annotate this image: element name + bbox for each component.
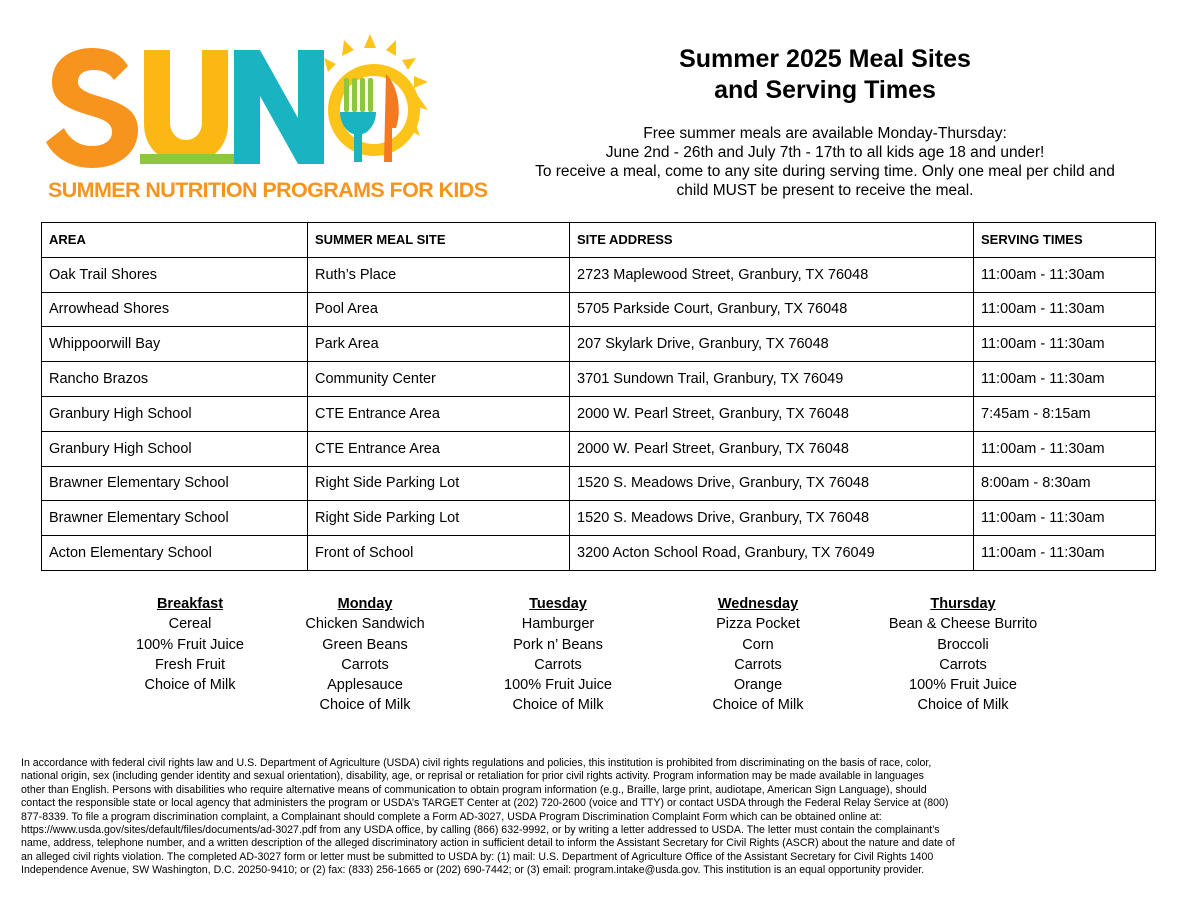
page-title bbox=[600, 44, 1050, 106]
table-row bbox=[42, 362, 1156, 397]
logo-bar bbox=[140, 154, 234, 164]
cell-time: 8:00am - 8:30am bbox=[974, 466, 1156, 501]
disclaimer-line: 877-8339. To file a program discrimination complaint, a Complainant should complete a Form AD-3027, USDA Program Discrimination Complaint Form which can be obtained online at: bbox=[21, 810, 882, 823]
cell-site: Right Side Parking Lot bbox=[308, 466, 570, 501]
menu-column-monday bbox=[285, 594, 445, 716]
table-row bbox=[42, 396, 1156, 431]
column-header-area: AREA bbox=[42, 223, 308, 258]
menu-item: Corn bbox=[742, 636, 774, 653]
cell-site: CTE Entrance Area bbox=[308, 396, 570, 431]
disclaimer-line: national origin, sex (including gender identity and sexual orientation), disability, age, or reprisal or retaliation for prior civil rights activity. Program information may be made available in languages bbox=[21, 770, 924, 783]
table-row bbox=[42, 501, 1156, 536]
menu-day-heading: Breakfast bbox=[156, 596, 224, 612]
logo-letter-s bbox=[46, 48, 138, 168]
cell-time: 11:00am - 11:30am bbox=[974, 362, 1156, 397]
cell-site: Pool Area bbox=[308, 292, 570, 327]
menu-item: 100% Fruit Juice bbox=[136, 636, 244, 653]
cell-time: 11:00am - 11:30am bbox=[974, 257, 1156, 292]
cell-site: Ruth’s Place bbox=[308, 257, 570, 292]
cell-time: 7:45am - 8:15am bbox=[974, 396, 1156, 431]
menu-item: Choice of Milk bbox=[917, 697, 1009, 714]
disclaimer-line: https://www.usda.gov/sites/default/files/documents/ad-3027.pdf from any USDA office, by calling (866) 632-9992, or by writing a letter addressed to USDA. The letter must contain the complainant’s bbox=[21, 824, 940, 837]
disclaimer-line: other than English. Persons with disabilities who require alternative means of communication to obtain program information (e.g., Braille, large print, audiotape, American Sign Language), should bbox=[21, 783, 927, 796]
cell-area: Granbury High School bbox=[42, 396, 308, 431]
cell-time: 11:00am - 11:30am bbox=[974, 292, 1156, 327]
cell-site: Right Side Parking Lot bbox=[308, 501, 570, 536]
menu-item: Carrots bbox=[939, 656, 987, 673]
cell-address: 5705 Parkside Court, Granbury, TX 76048 bbox=[570, 292, 974, 327]
menu-item: Carrots bbox=[341, 656, 389, 673]
menu-item: Carrots bbox=[734, 656, 782, 673]
cell-time: 11:00am - 11:30am bbox=[974, 536, 1156, 571]
disclaimer-line: name, address, telephone number, and a written description of the alleged discriminatory action in sufficient detail to inform the Assistant Secretary for Civil Rights (ASCR) about the nature and date of bbox=[21, 837, 955, 850]
menu-item: Carrots bbox=[534, 656, 582, 673]
intro-line: To receive a meal, come to any site during serving time. Only one meal per child and bbox=[535, 163, 1115, 180]
menu-item: Broccoli bbox=[937, 636, 989, 653]
menu-day-heading: Monday bbox=[337, 596, 393, 612]
table-row bbox=[42, 431, 1156, 466]
menu-column-breakfast bbox=[110, 594, 270, 695]
table-row bbox=[42, 257, 1156, 292]
cell-time: 11:00am - 11:30am bbox=[974, 501, 1156, 536]
cell-address: 207 Skylark Drive, Granbury, TX 76048 bbox=[570, 327, 974, 362]
table-row bbox=[42, 292, 1156, 327]
cell-area: Brawner Elementary School bbox=[42, 466, 308, 501]
menu-column-wednesday bbox=[678, 594, 838, 716]
page-title-line: and Serving Times bbox=[714, 76, 936, 104]
sun-logo-graphic bbox=[40, 30, 430, 180]
menu-column-tuesday bbox=[478, 594, 638, 716]
table-row bbox=[42, 327, 1156, 362]
intro-line: child MUST be present to receive the meal. bbox=[676, 182, 974, 199]
menu-item: 100% Fruit Juice bbox=[504, 677, 612, 694]
cell-time: 11:00am - 11:30am bbox=[974, 431, 1156, 466]
intro-text bbox=[470, 124, 1180, 200]
menu-day-heading: Thursday bbox=[930, 596, 996, 612]
menu-item: Pork n’ Beans bbox=[513, 636, 603, 653]
logo-letter-n bbox=[234, 50, 324, 164]
cell-area: Whippoorwill Bay bbox=[42, 327, 308, 362]
cell-area: Brawner Elementary School bbox=[42, 501, 308, 536]
table-row bbox=[42, 466, 1156, 501]
logo-tagline: SUMMER NUTRITION PROGRAMS FOR KIDS bbox=[48, 178, 488, 202]
cell-area: Granbury High School bbox=[42, 431, 308, 466]
column-header-site: SUMMER MEAL SITE bbox=[308, 223, 570, 258]
column-header-address: SITE ADDRESS bbox=[570, 223, 974, 258]
cell-time: 11:00am - 11:30am bbox=[974, 327, 1156, 362]
cell-site: Front of School bbox=[308, 536, 570, 571]
cell-site: Community Center bbox=[308, 362, 570, 397]
menu-item: Cereal bbox=[168, 616, 212, 633]
disclaimer-line: Independence Avenue, SW Washington, D.C. 20250-9410; or (2) fax: (833) 256-1665 or (202) 690-7442; or (3) email: program.intake@usda.gov. This institution is an equal opportunity provider. bbox=[21, 864, 925, 877]
menu-item: Green Beans bbox=[322, 636, 408, 653]
intro-line: June 2nd - 26th and July 7th - 17th to all kids age 18 and under! bbox=[605, 144, 1045, 161]
cell-address: 3200 Acton School Road, Granbury, TX 76049 bbox=[570, 536, 974, 571]
menu-item: 100% Fruit Juice bbox=[909, 677, 1017, 694]
sun-logo bbox=[40, 30, 488, 210]
table-header-row bbox=[42, 223, 1156, 258]
menu-item: Choice of Milk bbox=[712, 697, 804, 714]
menu-day-heading: Wednesday bbox=[717, 596, 799, 612]
intro-line: Free summer meals are available Monday-Thursday: bbox=[643, 125, 1007, 142]
cell-area: Acton Elementary School bbox=[42, 536, 308, 571]
cell-address: 2000 W. Pearl Street, Granbury, TX 76048 bbox=[570, 396, 974, 431]
cell-address: 2723 Maplewood Street, Granbury, TX 76048 bbox=[570, 257, 974, 292]
cell-area: Rancho Brazos bbox=[42, 362, 308, 397]
menu-item: Hamburger bbox=[521, 616, 595, 633]
meal-sites-table bbox=[41, 222, 1156, 571]
menu-column-thursday bbox=[868, 594, 1058, 716]
cell-address: 1520 S. Meadows Drive, Granbury, TX 76048 bbox=[570, 501, 974, 536]
menu-item: Chicken Sandwich bbox=[305, 616, 425, 633]
disclaimer-line: contact the responsible state or local agency that administers the program or USDA’s TARGET Center at (202) 720-2600 (voice and TTY) or contact USDA through the Federal Relay Service at (800) bbox=[21, 797, 949, 810]
page-title-line: Summer 2025 Meal Sites bbox=[679, 45, 971, 73]
logo-letter-u bbox=[144, 50, 228, 164]
menu-item: Applesauce bbox=[327, 677, 403, 694]
cell-address: 1520 S. Meadows Drive, Granbury, TX 76048 bbox=[570, 466, 974, 501]
disclaimer-line: an alleged civil rights violation. The completed AD-3027 form or letter must be submitted to USDA by: (1) mail: U.S. Department of Agriculture Office of the Assistant Secretary for Civil Rights 1400 bbox=[21, 850, 934, 863]
menu-item: Choice of Milk bbox=[319, 697, 411, 714]
nondiscrimination-statement bbox=[21, 757, 1181, 878]
cell-address: 3701 Sundown Trail, Granbury, TX 76049 bbox=[570, 362, 974, 397]
cell-address: 2000 W. Pearl Street, Granbury, TX 76048 bbox=[570, 431, 974, 466]
table-row bbox=[42, 536, 1156, 571]
cell-area: Oak Trail Shores bbox=[42, 257, 308, 292]
menu-item: Fresh Fruit bbox=[154, 656, 226, 673]
menu-day-heading: Tuesday bbox=[529, 596, 587, 612]
menu-item: Choice of Milk bbox=[512, 697, 604, 714]
column-header-times: SERVING TIMES bbox=[974, 223, 1156, 258]
menu-item: Choice of Milk bbox=[144, 677, 236, 694]
menu-item: Bean & Cheese Burrito bbox=[888, 616, 1038, 633]
cell-site: Park Area bbox=[308, 327, 570, 362]
menu-item: Orange bbox=[733, 677, 783, 694]
cell-site: CTE Entrance Area bbox=[308, 431, 570, 466]
menu-item: Pizza Pocket bbox=[716, 616, 800, 633]
cell-area: Arrowhead Shores bbox=[42, 292, 308, 327]
disclaimer-line: In accordance with federal civil rights law and U.S. Department of Agriculture (USDA) civil rights regulations and policies, this institution is prohibited from discriminating on the basis of race, color, bbox=[21, 757, 932, 769]
